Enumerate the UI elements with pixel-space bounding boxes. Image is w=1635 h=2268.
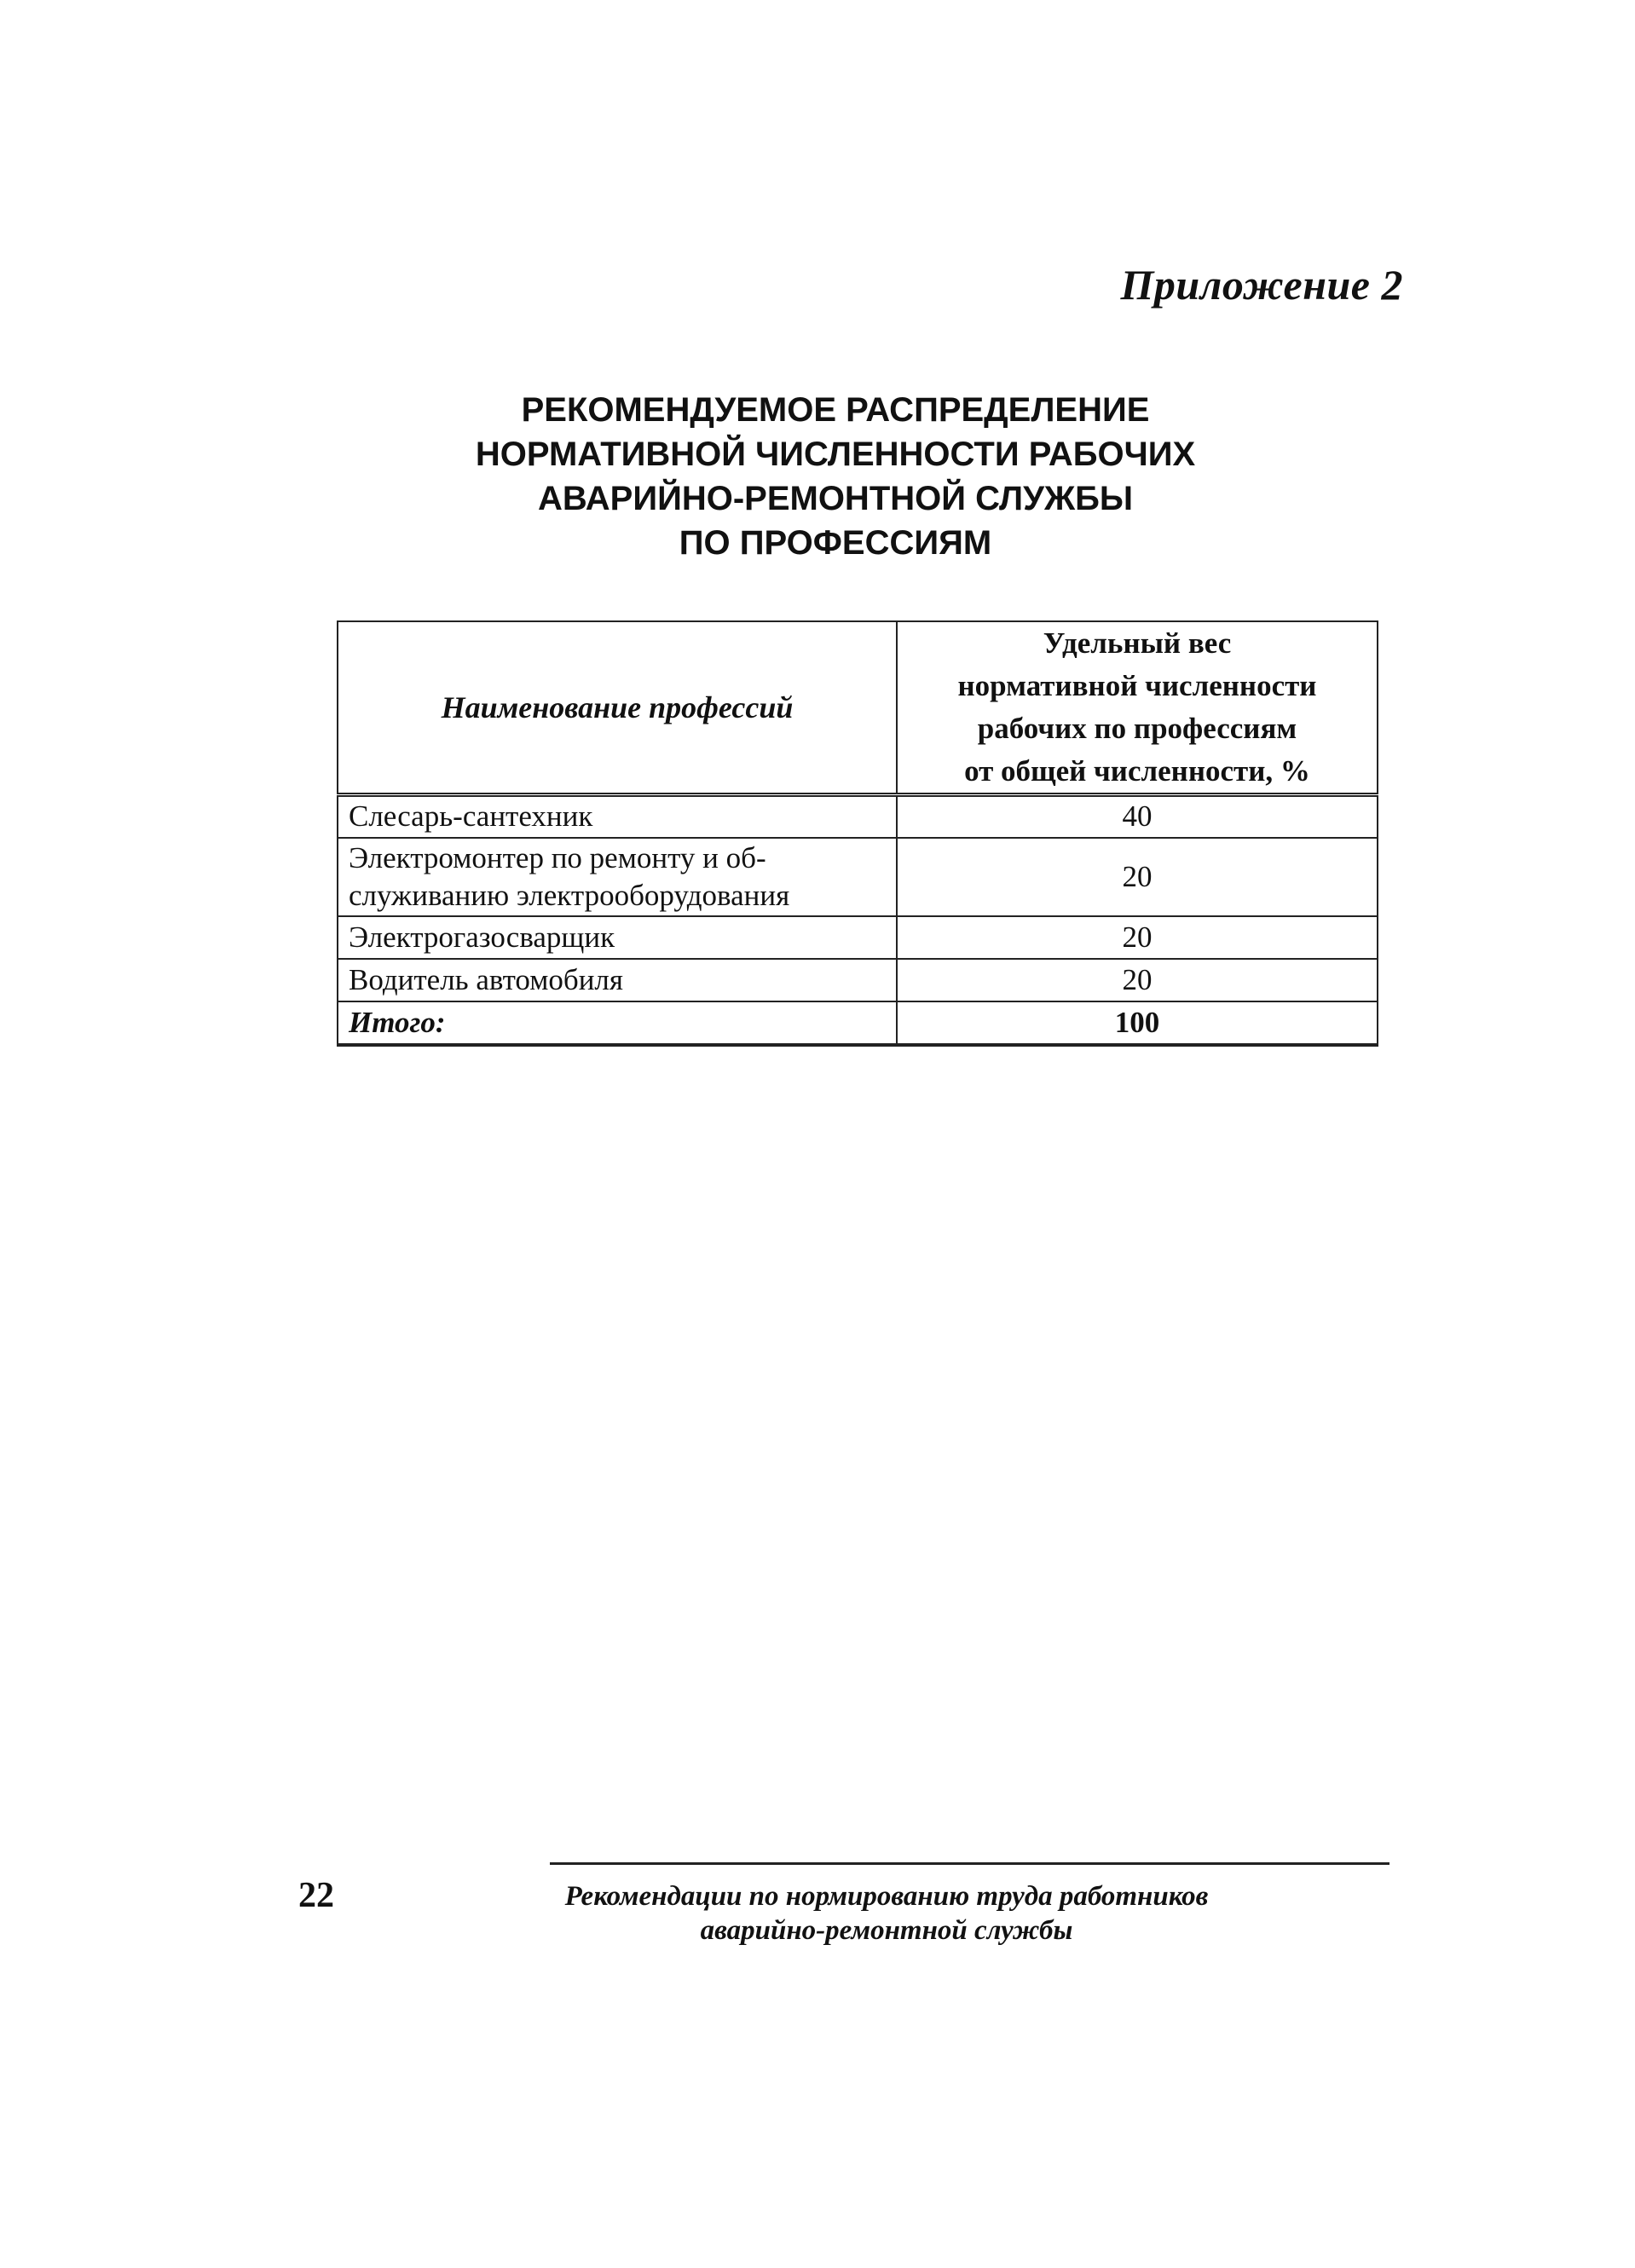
profession-name-line: Электромонтер по ремонту и об- [349,840,766,874]
profession-weight: 20 [897,916,1378,959]
running-footer [511,1879,1262,1948]
header-weight-line: нормативной численности [957,669,1317,702]
total-value: 100 [897,1001,1378,1045]
title-line: АВАРИЙНО-РЕМОНТНОЙ СЛУЖБЫ [537,480,1134,517]
profession-name: Водитель автомобиля [338,959,897,1001]
table-row [338,795,1378,838]
title-line: ПО ПРОФЕССИЯМ [679,524,992,562]
page-number: 22 [298,1876,334,1915]
table-row [338,959,1378,1001]
header-weight-line: от общей численности, % [964,754,1310,788]
profession-weight: 20 [897,838,1378,916]
profession-weight: 40 [897,795,1378,838]
header-weight-line: Удельный вес [1043,626,1232,660]
title-line: НОРМАТИВНОЙ ЧИСЛЕННОСТИ РАБОЧИХ [475,436,1196,473]
title-line: РЕКОМЕНДУЕМОЕ РАСПРЕДЕЛЕНИЕ [521,391,1150,429]
header-weight [897,621,1378,795]
profession-distribution-table [337,620,1378,1047]
table-row [338,838,1378,916]
footer-rule [550,1862,1389,1865]
profession-name-line: служиванию электрооборудования [349,878,790,912]
profession-name: Электрогазосварщик [338,916,897,959]
footer-line: аварийно-ремонтной службы [700,1915,1073,1946]
table-row [338,916,1378,959]
total-label: Итого: [338,1001,897,1045]
total-row [338,1001,1378,1045]
footer-line: Рекомендации по нормированию труда работников [564,1881,1209,1912]
appendix-label: Приложение 2 [1120,261,1403,309]
profession-weight: 20 [897,959,1378,1001]
table-header-row [338,621,1378,795]
profession-name [338,838,897,916]
document-title [443,388,1228,565]
header-profession: Наименование профессий [338,621,897,795]
header-weight-line: рабочих по профессиям [977,712,1297,745]
profession-name: Слесарь-сантехник [338,795,897,838]
